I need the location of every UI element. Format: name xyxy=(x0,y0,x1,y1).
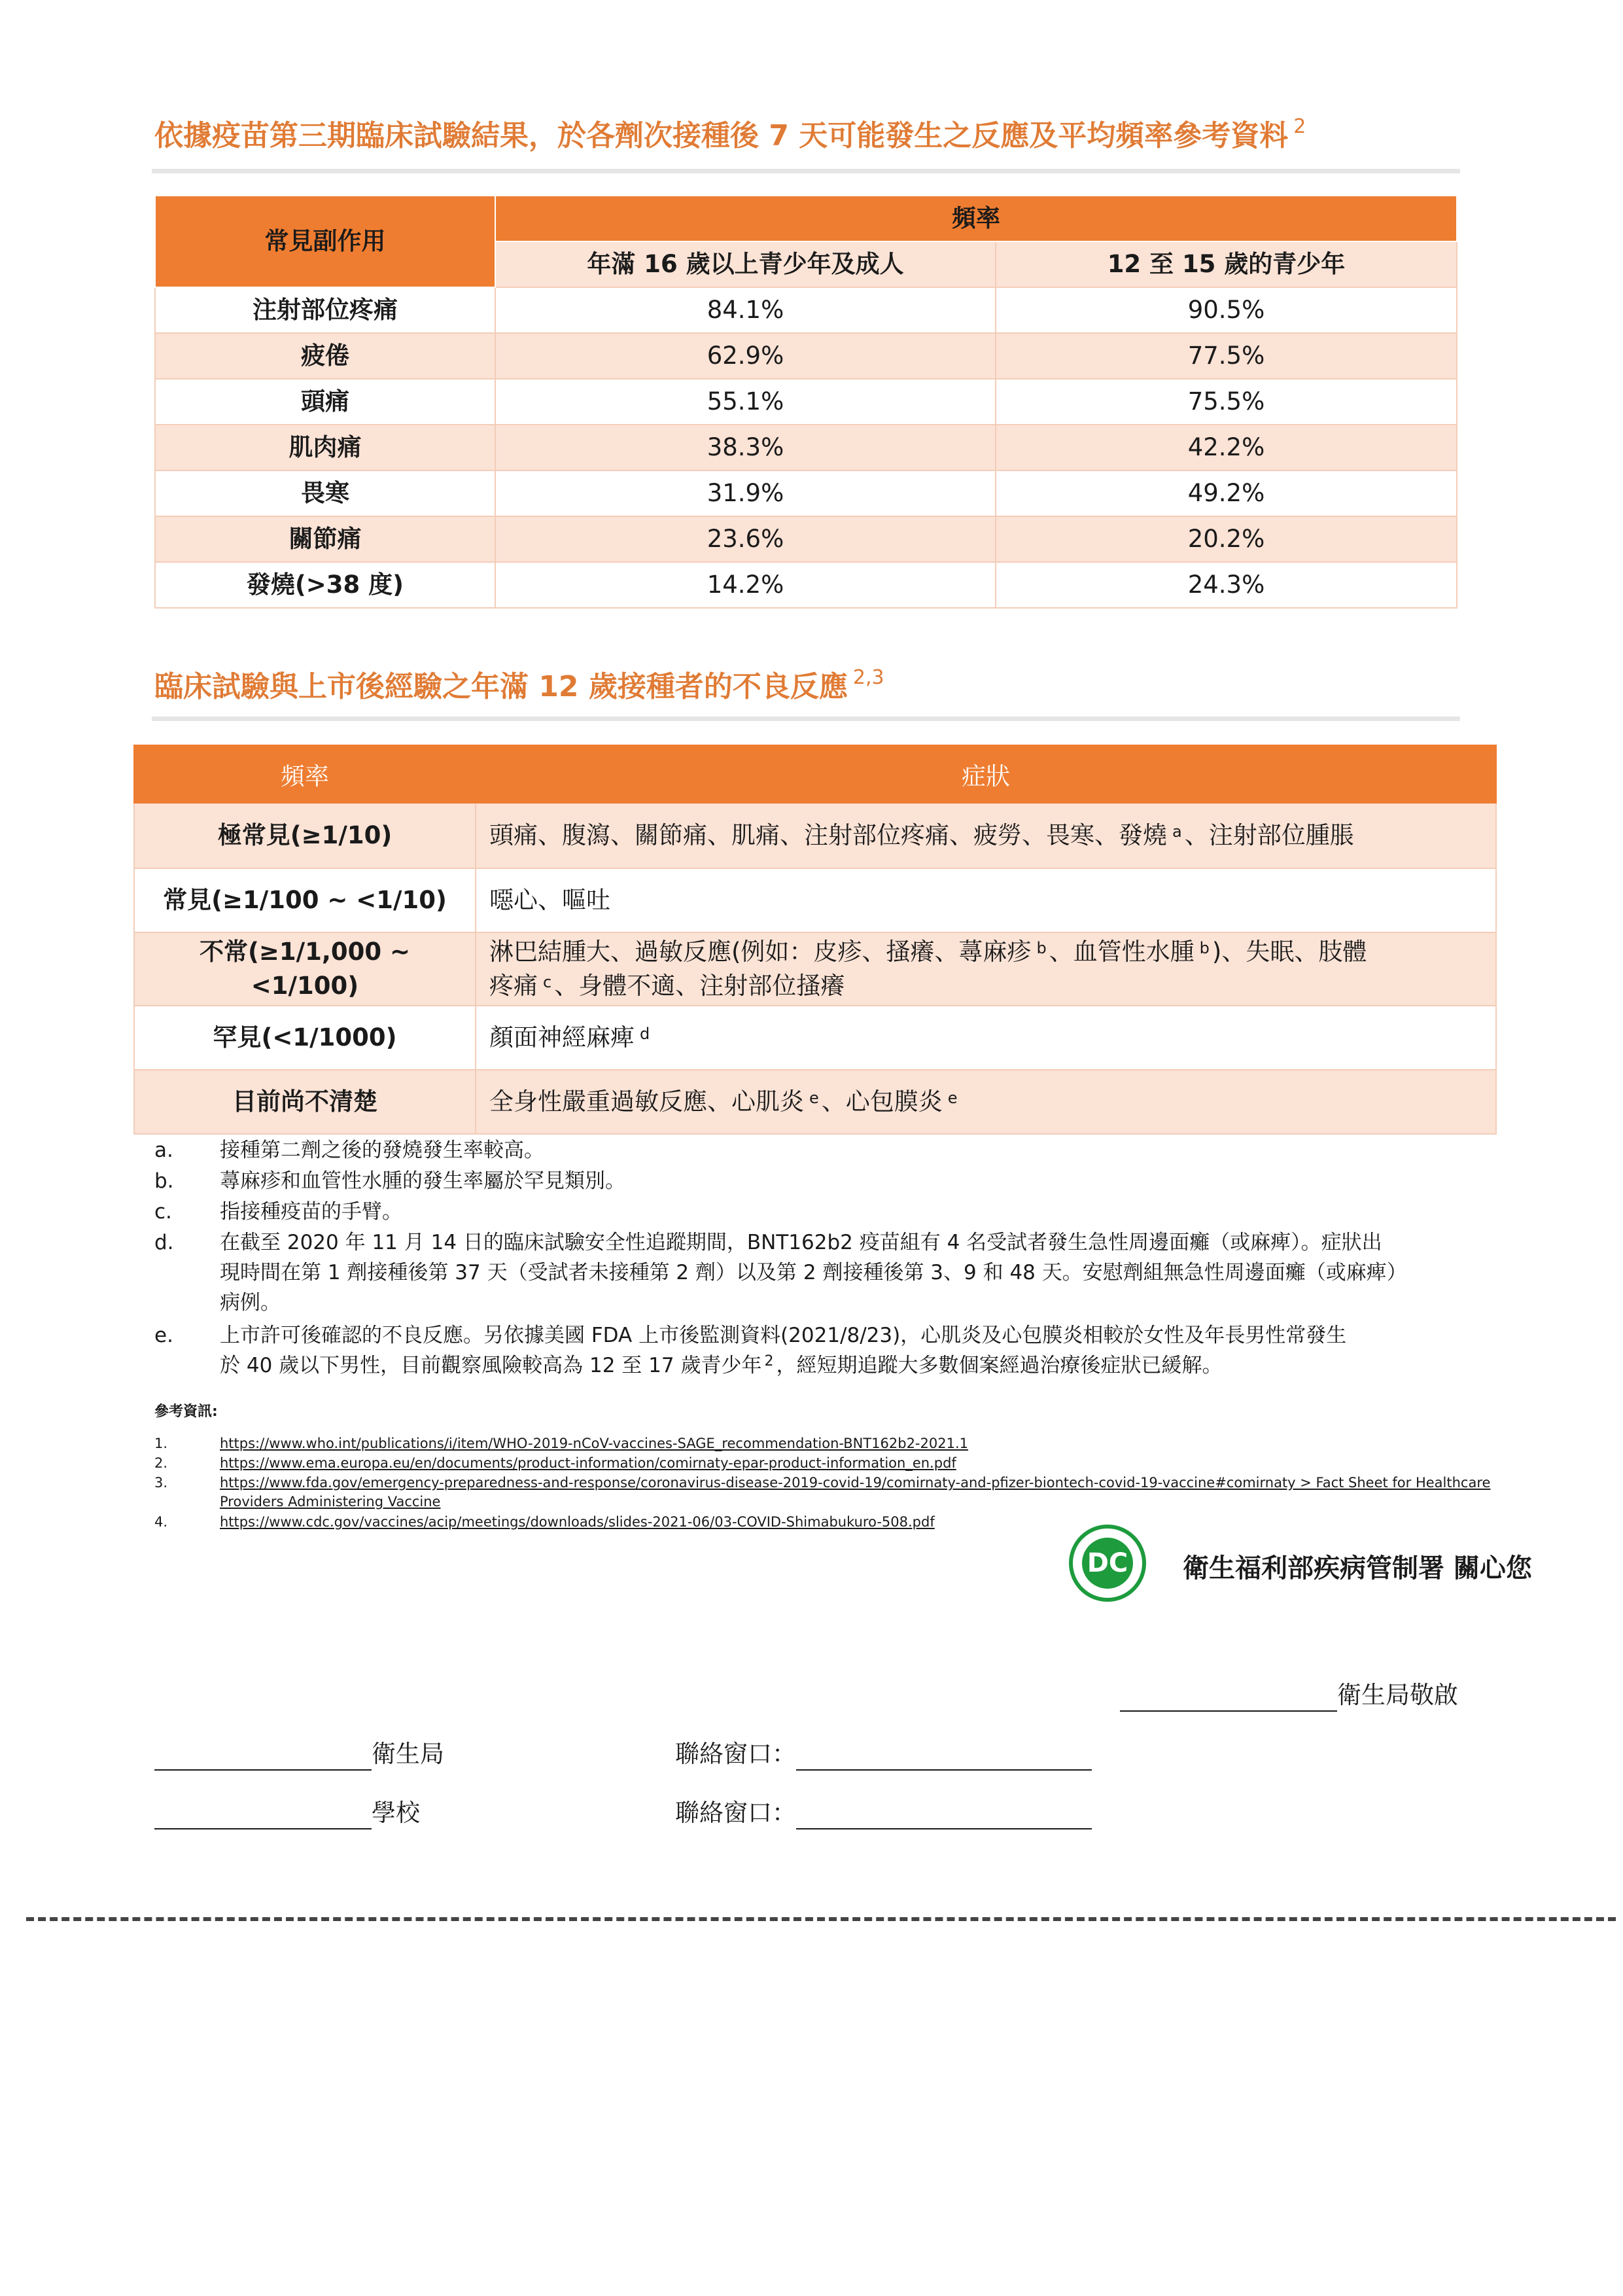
side-effects-table xyxy=(154,195,1457,609)
school-field: 學校 xyxy=(154,1797,420,1829)
table-row: 目前尚不清楚 全身性嚴重過敏反應、心肌炎 $^e$ 、心包膜炎 $^e$ xyxy=(134,1070,1496,1134)
table-row: 疲倦 62.9% 77.5% xyxy=(155,333,1457,379)
reference-item: 4. https://www.cdc.gov/vaccines/acip/meetings/downloads/slides-2021-06/03-COVID-Shimabukuro-508.pdf xyxy=(154,1513,1495,1532)
table-row: 罕見(<1/1000) 顏面神經麻痺 $^d$ xyxy=(134,1006,1496,1070)
blank-line[interactable] xyxy=(1120,1686,1337,1712)
note-b: b. 蕁麻疹和血管性水腫的發生率屬於罕見類別。 xyxy=(154,1169,625,1193)
table-row: 常見(≥1/100 ~ <1/10) 噁心、嘔吐 xyxy=(134,868,1496,932)
blank-line[interactable] xyxy=(796,1744,1092,1771)
references-title: 參考資訊: xyxy=(154,1404,218,1420)
reference-item: 2. https://www.ema.europa.eu/en/documents/product-information/comirnaty-epar-product-information_en.pdf xyxy=(154,1454,1495,1474)
contact-field-2: 聯絡窗口： xyxy=(675,1797,1092,1829)
table-row: 極常見(≥1/10) 頭痛、腹瀉、關節痛、肌痛、注射部位疼痛、疲勞、畏寒、發燒 $^a$ 、注射部位腫脹 xyxy=(134,803,1496,868)
table-row: 畏寒 31.9% 49.2% xyxy=(155,470,1457,516)
note-c: c. 指接種疫苗的手臂。 xyxy=(154,1200,402,1224)
reference-link-4[interactable]: https://www.cdc.gov/vaccines/acip/meetings/downloads/slides-2021-06/03-COVID-Shimabukuro-508.pdf xyxy=(220,1514,935,1530)
reference-link-2[interactable]: https://www.ema.europa.eu/en/documents/product-information/comirnaty-epar-product-information_en.pdf xyxy=(220,1455,956,1471)
section1-rule xyxy=(152,169,1460,173)
table-row: 注射部位疼痛 84.1% 90.5% xyxy=(155,287,1457,333)
reference-link-1[interactable]: https://www.who.int/publications/i/item/WHO-2019-nCoV-vaccines-SAGE_recommendation-BNT162b2-2021.1 xyxy=(220,1436,968,1451)
table-row: 關節痛 23.6% 20.2% xyxy=(155,516,1457,562)
health-bureau-signoff: 衛生局敬啟 xyxy=(1120,1679,1458,1712)
org-signature: 衛生福利部疾病管制署 關心您 xyxy=(1183,1553,1532,1583)
col-header-adult: 年滿 16 歲以上青少年及成人 xyxy=(495,241,996,287)
blank-line[interactable] xyxy=(154,1803,372,1829)
table-row: 不常(≥1/1,000 ~ <1/100) 淋巴結腫大、過敏反應(例如：皮疹、搔癢、蕁麻疹 $^b$ 、血管性水腫 $^b$ )、失眠、肢體 疼痛 $^c$ 、身體不適、注射部位搔癢 xyxy=(134,932,1496,1006)
cut-line xyxy=(26,1917,1616,1921)
col-header-teen: 12 至 15 歲的青少年 xyxy=(996,241,1457,287)
contact-field-1: 聯絡窗口： xyxy=(675,1738,1092,1771)
adverse-reactions-table xyxy=(133,745,1497,1135)
col-header-frequency: 頻率 xyxy=(134,745,476,803)
table-row: 發燒(>38 度) 14.2% 24.3% xyxy=(155,562,1457,608)
blank-line[interactable] xyxy=(154,1744,372,1771)
note-a: a. 接種第二劑之後的發燒發生率較高。 xyxy=(154,1139,544,1162)
blank-line[interactable] xyxy=(796,1803,1092,1829)
section2-rule xyxy=(152,716,1460,721)
col-header-symptoms: 症狀 xyxy=(476,745,1496,803)
section2-title: 臨床試驗與上市後經驗之年滿 12 歲接種者的不良反應 $^{2,3}$ xyxy=(154,666,884,703)
cdc-logo-icon: DC xyxy=(1069,1525,1146,1602)
reference-item: 3. https://www.fda.gov/emergency-preparedness-and-response/coronavirus-disease-2019-covid-19/comirnaty-and-pfizer-biontech-covid-19-vaccine#comirnaty > Fact Sheet for Healthcare Providers Administering Vaccine xyxy=(154,1474,1495,1513)
health-bureau-field: 衛生局 xyxy=(154,1738,444,1771)
reference-item: 1. https://www.who.int/publications/i/item/WHO-2019-nCoV-vaccines-SAGE_recommendation-BNT162b2-2021.1 xyxy=(154,1434,1495,1454)
table-row: 頭痛 55.1% 75.5% xyxy=(155,379,1457,425)
col-header-side-effect: 常見副作用 xyxy=(155,196,495,287)
note-e: e. 上市許可後確認的不良反應。另依據美國 FDA 上市後監測資料(2021/8/23)，心肌炎及心包膜炎相較於女性及年長男性常發生 於 40 歲以下男性，目前觀察風險較高為 12 至 17 歲青少年 $^2$ ，經短期追蹤大多數個案經過治療後症狀已緩解。 xyxy=(154,1324,1347,1377)
section1-title: 依據疫苗第三期臨床試驗結果，於各劑次接種後 7 天可能發生之反應及平均頻率參考資料 $^2$ xyxy=(154,115,1306,152)
table-row: 肌肉痛 38.3% 42.2% xyxy=(155,425,1457,470)
note-d: d. 在截至 2020 年 11 月 14 日的臨床試驗安全性追蹤期間，BNT162b2 疫苗組有 4 名受試者發生急性周邊面癱（或麻痺）。症狀出 現時間在第 1 劑接種後第 37 天（受試者未接種第 2 劑）以及第 2 劑接種後第 3、9 和 48 天。安慰劑組無急性周邊面癱（或麻痺） 病例。 xyxy=(154,1231,1407,1315)
reference-link-3[interactable]: https://www.fda.gov/emergency-preparedness-and-response/coronavirus-disease-2019-covid-19/comirnaty-and-pfizer-biontech-covid-19-vaccine#comirnaty > Fact Sheet for Healthcare Providers Administering Vaccine xyxy=(220,1475,1491,1510)
col-header-frequency: 頻率 xyxy=(495,196,1457,241)
